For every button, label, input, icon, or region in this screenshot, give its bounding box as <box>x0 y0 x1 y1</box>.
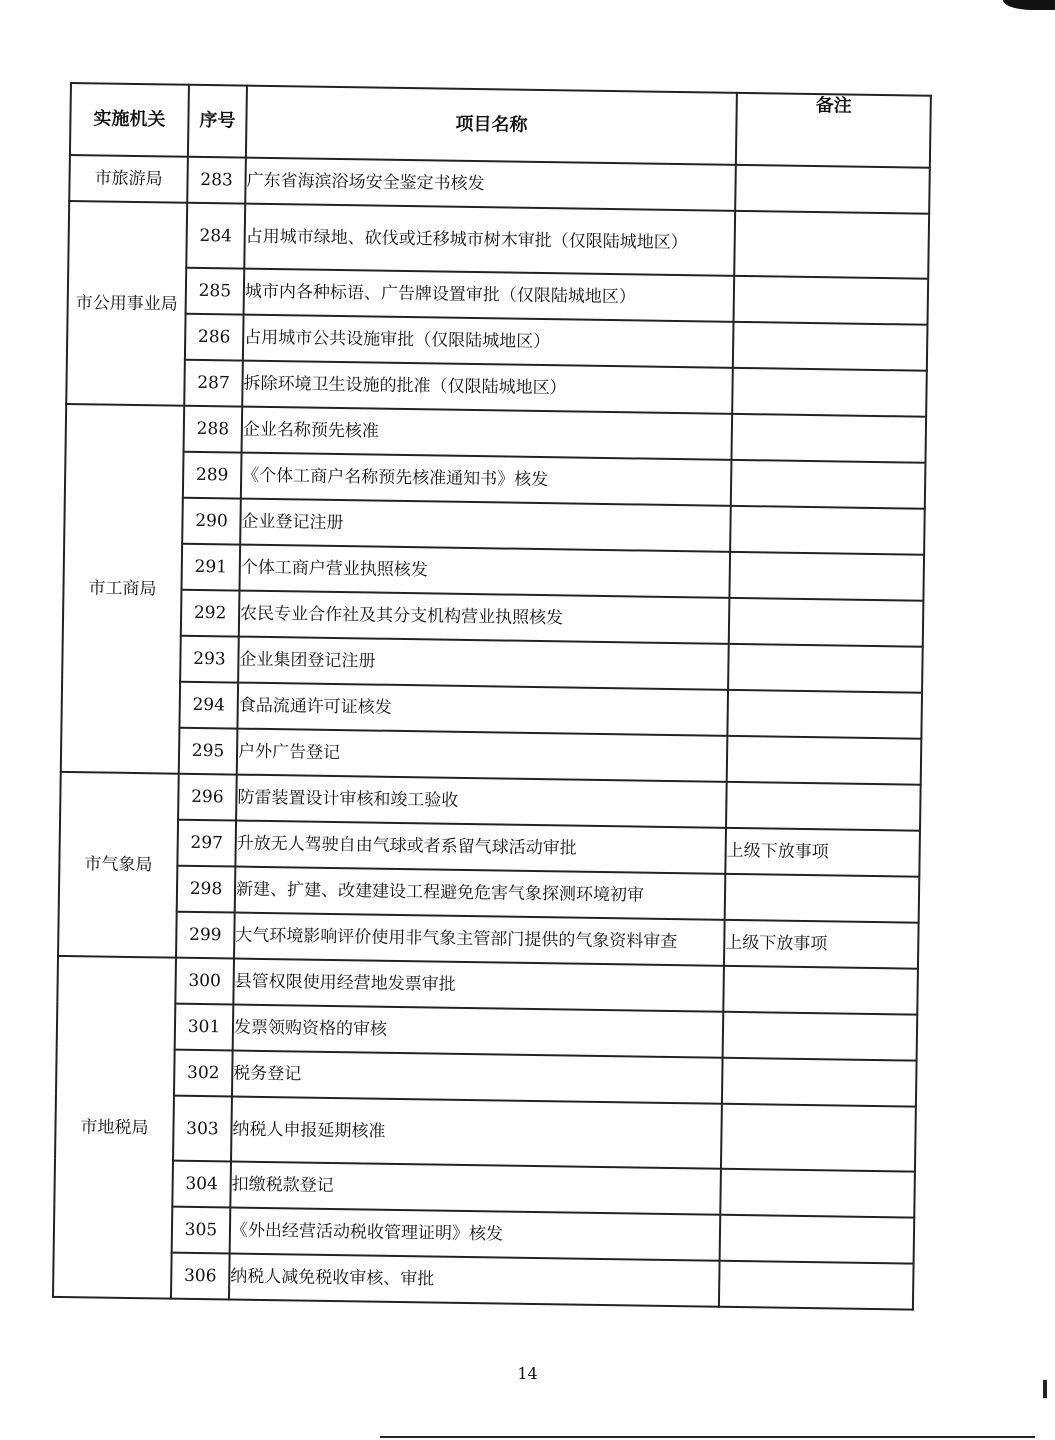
item-name-cell: 纳税人减免税收审核、审批 <box>229 1253 720 1306</box>
document-page <box>52 82 932 1311</box>
item-name-cell: 升放无人驾驶自由气球或者系留气球活动审批 <box>235 821 726 874</box>
seq-cell: 284 <box>186 203 245 269</box>
seq-cell: 286 <box>185 314 244 361</box>
seq-cell: 287 <box>184 360 243 407</box>
seq-cell: 285 <box>186 268 245 315</box>
seq-cell: 305 <box>172 1207 231 1254</box>
item-name-cell: 城市内各种标语、广告牌设置审批（仅限陆城地区） <box>244 269 735 322</box>
seq-cell: 296 <box>178 774 237 821</box>
remark-cell <box>722 1058 917 1107</box>
item-name-cell: 农民专业合作社及其分支机构营业执照核发 <box>239 591 730 644</box>
seq-cell: 290 <box>182 498 241 545</box>
agency-cell: 市公用事业局 <box>66 201 187 406</box>
item-name-cell: 企业登记注册 <box>240 499 731 552</box>
item-name-cell: 纳税人申报延期核准 <box>231 1097 722 1169</box>
remark-cell <box>720 1169 915 1218</box>
seq-cell: 304 <box>172 1161 231 1208</box>
seq-cell: 288 <box>184 406 243 453</box>
remark-cell <box>720 1215 915 1264</box>
header-agency: 实施机关 <box>70 83 189 157</box>
approval-items-table <box>52 82 932 1311</box>
seq-cell: 303 <box>173 1096 232 1162</box>
header-seq: 序号 <box>188 85 247 158</box>
seq-cell: 283 <box>187 157 246 204</box>
item-name-cell: 县管权限使用经营地发票审批 <box>233 959 724 1012</box>
item-name-cell: 个体工商户营业执照核发 <box>239 545 730 598</box>
remark-cell <box>725 874 920 923</box>
seq-cell: 302 <box>174 1050 233 1097</box>
seq-cell: 292 <box>181 590 240 637</box>
item-name-cell: 户外广告登记 <box>237 729 728 782</box>
remark-cell <box>734 211 929 279</box>
seq-cell: 298 <box>177 866 236 913</box>
item-name-cell: 防雷装置设计审核和竣工验收 <box>236 775 727 828</box>
seq-cell: 299 <box>176 912 235 959</box>
item-name-cell: 扣缴税款登记 <box>230 1162 721 1215</box>
remark-cell <box>727 736 922 785</box>
item-name-cell: 企业集团登记注册 <box>238 637 729 690</box>
remark-cell <box>726 782 921 831</box>
item-name-cell: 新建、扩建、改建建设工程避免危害气象探测环境初审 <box>235 867 726 920</box>
item-name-cell: 占用城市公共设施审批（仅限陆城地区） <box>243 315 734 368</box>
agency-cell: 市地税局 <box>53 956 176 1299</box>
seq-cell: 294 <box>179 682 238 729</box>
agency-cell: 市旅游局 <box>69 155 188 203</box>
remark-cell <box>721 1104 916 1172</box>
remark-cell <box>731 414 926 463</box>
scan-artifact-top-right <box>1003 0 1055 10</box>
agency-cell: 市工商局 <box>61 404 184 774</box>
item-name-cell: 食品流通许可证核发 <box>237 683 728 736</box>
remark-cell <box>733 322 928 371</box>
remark-cell <box>728 644 923 693</box>
remark-cell <box>729 598 924 647</box>
remark-cell <box>729 552 924 601</box>
seq-cell: 293 <box>180 636 239 683</box>
table-body <box>53 155 930 1310</box>
seq-cell: 291 <box>181 544 240 591</box>
remark-cell <box>719 1261 914 1310</box>
item-name-cell: 《外出经营活动税收管理证明》核发 <box>230 1208 721 1261</box>
item-name-cell: 税务登记 <box>232 1051 723 1104</box>
remark-cell: 上级下放事项 <box>724 920 919 969</box>
remark-cell <box>723 966 918 1015</box>
seq-cell: 300 <box>175 958 234 1005</box>
seq-cell: 289 <box>183 452 242 499</box>
remark-cell <box>723 1012 918 1061</box>
remark-cell <box>730 506 925 555</box>
item-name-cell: 《个体工商户名称预先核准通知书》核发 <box>241 453 732 506</box>
item-name-cell: 大气环境影响评价使用非气象主管部门提供的气象资料审查 <box>234 913 725 966</box>
remark-cell <box>732 368 927 417</box>
remark-cell: 上级下放事项 <box>725 828 920 877</box>
item-name-cell: 企业名称预先核准 <box>242 407 733 460</box>
item-name-cell: 发票领购资格的审核 <box>233 1005 724 1058</box>
remark-cell <box>734 276 929 325</box>
header-item: 项目名称 <box>246 86 737 165</box>
page-number: 14 <box>517 1364 538 1383</box>
header-remark: 备注 <box>736 93 931 168</box>
agency-cell: 市气象局 <box>58 772 179 958</box>
seq-cell: 297 <box>177 820 236 867</box>
item-name-cell: 拆除环境卫生设施的批准（仅限陆城地区） <box>242 361 733 414</box>
remark-cell <box>727 690 922 739</box>
scan-artifact-bottom-line <box>380 1436 1035 1438</box>
table-header-row <box>70 83 931 168</box>
seq-cell: 301 <box>175 1004 234 1051</box>
seq-cell: 295 <box>179 728 238 775</box>
remark-cell <box>735 165 930 214</box>
seq-cell: 306 <box>171 1253 230 1300</box>
item-name-cell: 广东省海滨浴场安全鉴定书核发 <box>245 158 736 211</box>
item-name-cell: 占用城市绿地、砍伐或迁移城市树木审批（仅限陆城地区） <box>244 204 735 276</box>
remark-cell <box>731 460 926 509</box>
